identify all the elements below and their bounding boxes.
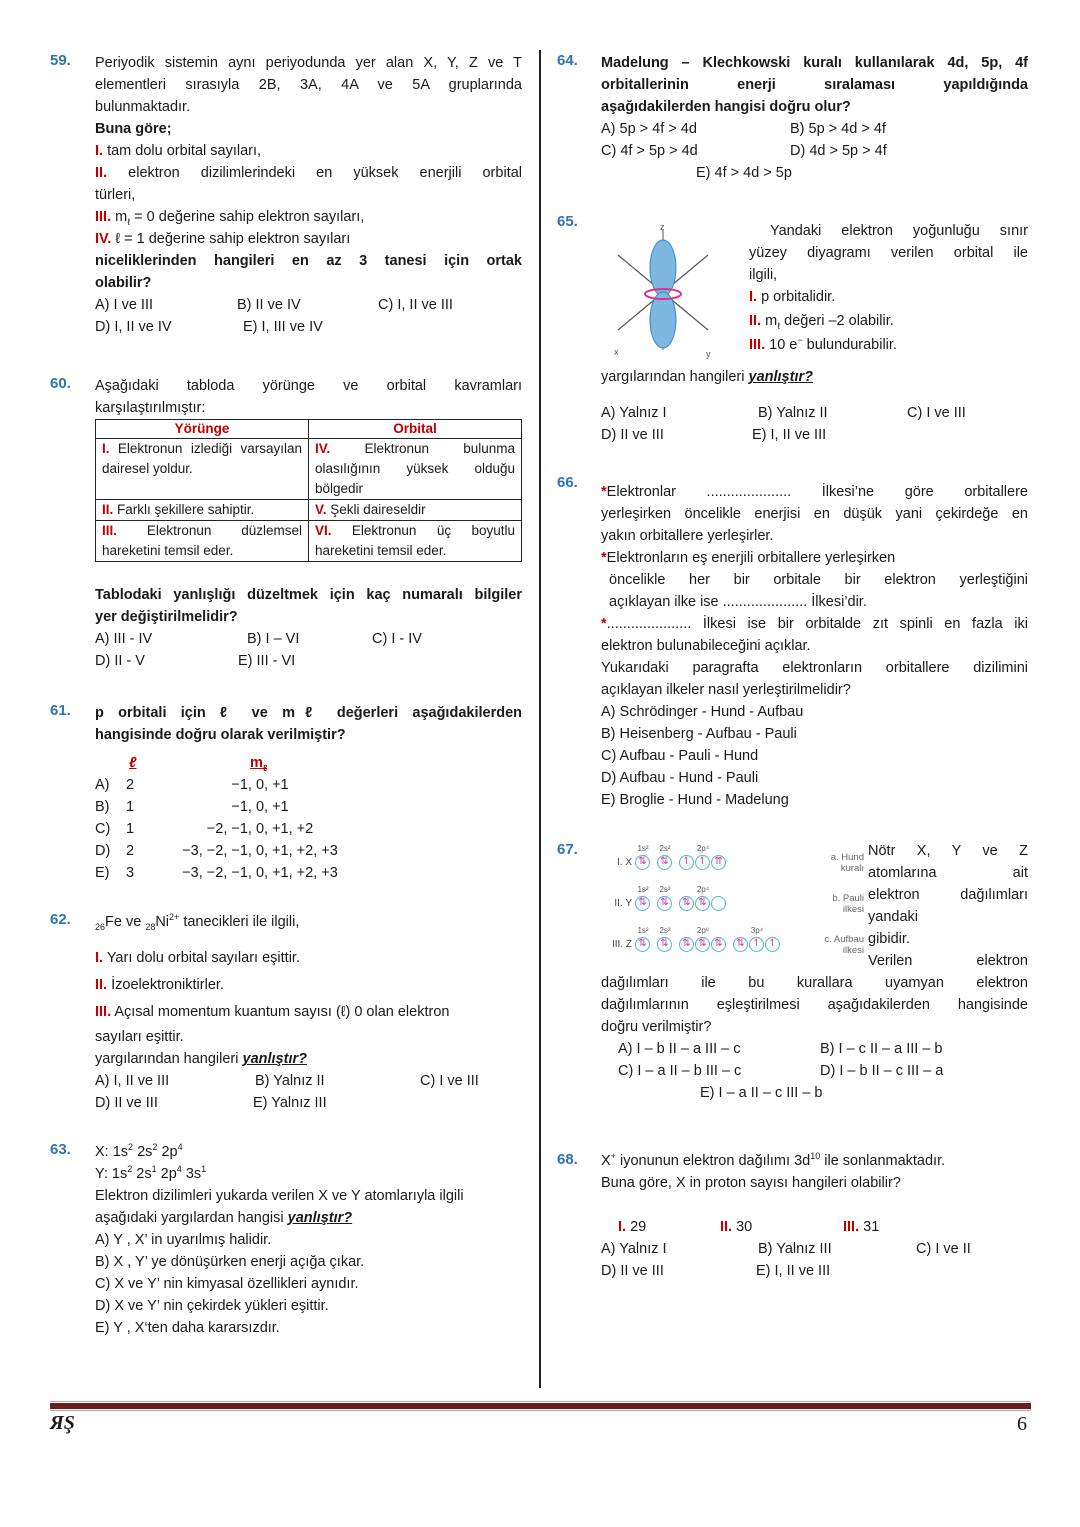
- question-text: ilgili,: [749, 267, 778, 283]
- paragraph-line: öncelikle her bir orbitale bir elektron yerleştiğini: [609, 572, 1028, 588]
- subshell-label: 1s²: [637, 926, 649, 935]
- option-key: B): [95, 799, 110, 815]
- p-orbital-diagram: [608, 220, 723, 360]
- option-e[interactable]: E) I, II ve III: [756, 1263, 831, 1279]
- subshell-label: 2p⁶: [696, 926, 710, 935]
- question-text: X+ iyonunun elektron dağılımı $3d^{10}$ ile sonlanmaktadır.: [601, 1151, 946, 1169]
- y-label: y: [706, 349, 711, 359]
- question-stem: yargılarından hangileri yanlıştır?: [95, 1051, 307, 1067]
- question-67-side: [868, 840, 1028, 972]
- table-header: Yörünge: [96, 420, 309, 439]
- subshell: [679, 885, 727, 911]
- option-e[interactable]: E) Y , X‘ten daha kararsızdır.: [95, 1320, 280, 1336]
- config-y: Y: $1s^2$ $2s^1$ $2p^4$ $3s^1$: [95, 1164, 207, 1182]
- subshell-label: 2s²: [659, 885, 671, 894]
- option-a[interactable]: A) III - IV: [95, 631, 153, 647]
- table-row: III. Elektronun düzlemsel hareketini temsil eder. VI. Elektronun üç boyutlu hareketini temsil eder.: [96, 521, 522, 562]
- subshell: [635, 844, 651, 870]
- option-a[interactable]: A) I ve III: [95, 297, 154, 313]
- question-number: 66.: [557, 474, 578, 491]
- option-b[interactable]: B) X , Y’ ye dönüşürken enerji açığa çıkar.: [95, 1254, 365, 1270]
- option-a[interactable]: [95, 774, 522, 796]
- orbital-circle: ⇅: [635, 855, 650, 870]
- statement-3: III. $m_\ell = 0$ değerine sahip elektron sayıları,: [95, 209, 365, 227]
- option-a[interactable]: A) Yalnız I: [601, 1241, 667, 1257]
- paragraph-line: *Elektronlar ..................... İlkesi’ne göre orbitallere: [601, 484, 1028, 500]
- option-c[interactable]: C) Aufbau - Pauli - Hund: [601, 748, 759, 764]
- option-d[interactable]: D) I – b II – c III – a: [820, 1063, 944, 1079]
- question-59: [95, 52, 522, 338]
- subshell: [635, 926, 651, 952]
- subshell: [657, 844, 673, 870]
- atom-label: I. X: [616, 857, 632, 869]
- atom-label: II. Y: [614, 898, 632, 910]
- option-a[interactable]: A) I – b II – a III – c: [618, 1041, 741, 1057]
- statement-3-cont: sayıları eşittir.: [95, 1029, 184, 1045]
- statement-2: II. İzoelektroniktirler.: [95, 977, 224, 993]
- orbital-circle: ⇅: [657, 855, 672, 870]
- question-text: karşılaştırılmıştır:: [95, 400, 206, 416]
- question-number: 60.: [50, 375, 71, 392]
- question-text: elementleri sırasıyla 2B, 3A, 4A ve 5A gruplarında: [95, 77, 522, 93]
- question-66: [601, 481, 1028, 811]
- table-row: II. Farklı şekillere sahiptir. V. Şekli daireseldir: [96, 500, 522, 521]
- question-number: 67.: [557, 841, 578, 858]
- statement-3: III. 10 e− bulundurabilir.: [749, 335, 897, 353]
- option-d[interactable]: D) Aufbau - Hund - Pauli: [601, 770, 759, 786]
- statement-2: II. $m_\ell$ değeri –2 olabilir.: [749, 313, 894, 331]
- option-b[interactable]: B) II ve IV: [237, 297, 301, 313]
- ml-header: $m_\ell$: [250, 755, 268, 773]
- question-text: bulunmaktadır.: [95, 99, 191, 115]
- publisher-logo: ЯŞ: [50, 1412, 75, 1434]
- option-key: C): [95, 821, 111, 837]
- option-d[interactable]: [95, 840, 522, 862]
- paragraph-line: elektron bulunabileceğini açıklar.: [601, 638, 811, 654]
- orbital-circle: ⇅: [695, 937, 710, 952]
- orbital-circle: ↿: [695, 855, 710, 870]
- statement-2: II. elektron dizilimlerindeki en yüksek enerjili orbital: [95, 165, 522, 181]
- option-c[interactable]: [95, 818, 522, 840]
- option-d[interactable]: D) II ve III: [601, 1263, 664, 1279]
- option-c[interactable]: C) I ve III: [420, 1073, 479, 1089]
- electron-configuration-diagram: [610, 842, 868, 965]
- upper-lobe: [650, 240, 676, 296]
- option-c[interactable]: C) I - IV: [372, 631, 422, 647]
- orbital-circle: ↿: [765, 937, 780, 952]
- option-d[interactable]: D) II ve III: [601, 427, 664, 443]
- statement-2-cont: türleri,: [95, 187, 136, 203]
- option-e[interactable]: E) Broglie - Hund - Madelung: [601, 792, 789, 808]
- option-e[interactable]: E) I, II ve III: [752, 427, 827, 443]
- question-stem: orbitallerinin enerji sıralaması yapıldığında: [601, 77, 1028, 93]
- question-text: $_{26}$Fe ve $_{28}Ni^{2+}$ tanecikleri ile ilgili,: [95, 912, 300, 932]
- paragraph-line: yakın orbitallere yerleşirler.: [601, 528, 774, 544]
- rule-label: a. Hund kuralı: [830, 852, 864, 874]
- option-c[interactable]: C) X ve Y’ nin kimyasal özellikleri aynıdır.: [95, 1276, 359, 1292]
- comparison-table: [95, 419, 522, 562]
- question-number: 62.: [50, 911, 71, 928]
- option-c[interactable]: C) 4f > 5p > 4d: [601, 143, 698, 159]
- option-d[interactable]: D) II - V: [95, 653, 145, 669]
- config-row: [610, 842, 868, 883]
- option-d[interactable]: D) II ve III: [95, 1095, 158, 1111]
- option-b[interactable]: B) 5p > 4d > 4f: [790, 121, 886, 137]
- question-text: gibidir.: [868, 931, 910, 947]
- question-text: yüzey diyagramı verilen orbital ile: [749, 245, 1028, 261]
- l-value: 2: [126, 777, 135, 793]
- question-stem: aşağıdakilerden hangisi doğru olur?: [601, 99, 851, 115]
- question-64: [601, 52, 1028, 184]
- l-value: 3: [126, 865, 135, 881]
- orbital-circle: ⇅: [711, 937, 726, 952]
- orbital-circle: ⇅: [657, 896, 672, 911]
- orbital-circle: ⇅: [733, 937, 748, 952]
- question-text: Buna göre;: [95, 121, 172, 137]
- paragraph-line: açıklayan ilke ise ..................... İlkesi’dir.: [609, 594, 867, 610]
- subshell: [679, 926, 727, 952]
- question-stem: yargılarından hangileri yanlıştır?: [601, 369, 813, 385]
- option-key: E): [95, 865, 110, 881]
- subshell: [679, 844, 727, 870]
- subshell: [657, 885, 673, 911]
- question-text: Nötr X, Y ve Z: [868, 843, 1028, 859]
- x-label: x: [614, 347, 619, 357]
- option-a[interactable]: A) Y , X’ in uyarılmış halidir.: [95, 1232, 272, 1248]
- option-e[interactable]: E) I – a II – c III – b: [700, 1085, 823, 1101]
- question-stem: aşağıdaki yargılardan hangisi yanlıştır?: [95, 1210, 353, 1226]
- orbital-circle: ⇈: [711, 855, 726, 870]
- statement-3: III. Açısal momentum kuantum sayısı (ℓ) 0 olan elektron: [95, 1004, 450, 1020]
- option-c[interactable]: C) I ve III: [907, 405, 966, 421]
- question-stem: olabilir?: [95, 275, 152, 291]
- orbital-circle: ⇅: [679, 937, 694, 952]
- option-a[interactable]: A) I, II ve III: [95, 1073, 170, 1089]
- question-stem: hangisinde doğru olarak verilmiştir?: [95, 727, 346, 743]
- question-stem: açıklayan ilkeler nasıl yerleştirilmelidir?: [601, 682, 851, 698]
- question-number: 64.: [557, 52, 578, 69]
- config-x: X: $1s^2$ $2s^2$ $2p^4$: [95, 1142, 183, 1160]
- option-key: D): [95, 843, 111, 859]
- config-row: [610, 924, 868, 965]
- lower-lobe: [650, 292, 676, 348]
- option-b[interactable]: B) I – c II – a III – b: [820, 1041, 943, 1057]
- question-number: 65.: [557, 213, 578, 230]
- question-68: [601, 1150, 1028, 1282]
- question-text: Elektron dizilimleri yukarda verilen X ve Y atomlarıyla ilgili: [95, 1188, 464, 1204]
- option-b[interactable]: B) Yalnız II: [758, 405, 828, 421]
- question-62: [95, 911, 522, 1114]
- question-stem: yer değiştirilmelidir?: [95, 609, 238, 625]
- statement-1: I. tam dolu orbital sayıları,: [95, 143, 262, 159]
- orbital-circle: ↿: [679, 855, 694, 870]
- orbital-circle: ⇅: [679, 896, 694, 911]
- question-stem: Tablodaki yanlışlığı düzeltmek için kaç numaralı bilgiler: [95, 587, 522, 603]
- statement-1: I. Yarı dolu orbital sayıları eşittir.: [95, 950, 300, 966]
- question-number: 59.: [50, 52, 71, 69]
- question-63: [95, 1141, 522, 1339]
- table-row: I. Elektronun izlediği varsayılan dairesel yoldur. IV. Elektronun bulunma olasılığının yüksek olduğu bölgedir: [96, 439, 522, 500]
- orbital-circle: ⇅: [657, 937, 672, 952]
- question-stem: Yukarıdaki paragrafta elektronların orbitallere dizilimini: [601, 660, 1028, 676]
- question-stem: p orbitali için ℓ ve mℓ değerleri aşağıdakilerden: [95, 705, 522, 721]
- question-text: yandaki: [868, 909, 918, 925]
- subshell-label: 2s²: [659, 844, 671, 853]
- question-text: Periyodik sistemin aynı periyodunda yer alan X, Y, Z ve T: [95, 55, 522, 71]
- subshell-label: 1s²: [637, 885, 649, 894]
- orbital-circle: ⇅: [635, 896, 650, 911]
- question-number: 61.: [50, 702, 71, 719]
- option-b[interactable]: B) Yalnız III: [758, 1241, 832, 1257]
- question-text: atomlarına ait: [868, 865, 1028, 881]
- question-61: [95, 702, 522, 884]
- question-60: [95, 375, 522, 672]
- option-e[interactable]: [95, 862, 522, 884]
- option-e[interactable]: E) I, III ve IV: [243, 319, 323, 335]
- option-c[interactable]: C) I ve II: [916, 1241, 971, 1257]
- statement-1: I. 29: [618, 1219, 647, 1235]
- ml-values: −3, −2, −1, 0, +1, +2, +3: [182, 843, 338, 859]
- question-65-text: [749, 220, 1028, 356]
- config-row: [610, 883, 868, 924]
- subshell-label: 2s²: [659, 926, 671, 935]
- option-d[interactable]: D) I, II ve IV: [95, 319, 172, 335]
- footer-rule: [50, 1401, 1031, 1411]
- option-e[interactable]: E) 4f > 4d > 5p: [696, 165, 792, 181]
- question-text: dağılımları ile bu kurallara uyamyan elektron: [601, 975, 1028, 991]
- l-value: 2: [126, 843, 135, 859]
- option-c[interactable]: C) I, II ve III: [378, 297, 453, 313]
- paragraph-line: *..................... İlkesi ise bir orbitalde zıt spinli en fazla iki: [601, 616, 1028, 632]
- orbital-circle: ↿: [749, 937, 764, 952]
- question-number: 63.: [50, 1141, 71, 1158]
- statement-3: III. 31: [843, 1219, 880, 1235]
- subshell-label: 2p⁴: [696, 844, 710, 853]
- option-c[interactable]: C) I – a II – b III – c: [618, 1063, 742, 1079]
- option-e[interactable]: E) III - VI: [238, 653, 296, 669]
- question-text: Verilen elektron: [868, 953, 1028, 969]
- option-a[interactable]: A) Yalnız I: [601, 405, 667, 421]
- question-text: Yandaki elektron yoğunluğu sınır: [770, 223, 1028, 239]
- subshell: [635, 885, 651, 911]
- statement-4: IV. ℓ = 1 değerine sahip elektron sayıları: [95, 231, 351, 247]
- ml-values: −2, −1, 0, +1, +2: [206, 821, 314, 837]
- orbital-circle: ⇅: [635, 937, 650, 952]
- question-stem: Madelung – Klechkowski kuralı kullanılarak 4d, 5p, 4f: [601, 55, 1028, 71]
- option-e[interactable]: E) Yalnız III: [253, 1095, 327, 1111]
- ml-values: −1, 0, +1: [231, 799, 289, 815]
- orbital-circle: ⇅: [695, 896, 710, 911]
- question-text: Buna göre, X in proton sayısı hangileri olabilir?: [601, 1175, 901, 1191]
- page-number: 6: [1017, 1413, 1027, 1435]
- question-stem: niceliklerinden hangileri en az 3 tanesi için ortak: [95, 253, 522, 269]
- statement-2: II. 30: [720, 1219, 753, 1235]
- option-b[interactable]: B) Yalnız II: [255, 1073, 325, 1089]
- subshell: [657, 926, 673, 952]
- l-value: 1: [126, 799, 135, 815]
- table-header: Orbital: [309, 420, 522, 439]
- subshell-label: 3p⁴: [750, 926, 764, 935]
- question-number: 68.: [557, 1151, 578, 1168]
- question-stem: dağılımlarının eşleştirilmesi aşağıdakilerden hangisinde: [601, 997, 1028, 1013]
- option-d[interactable]: D) X ve Y’ nin çekirdek yükleri eşittir.: [95, 1298, 329, 1314]
- option-b[interactable]: B) I – VI: [247, 631, 300, 647]
- ml-values: −3, −2, −1, 0, +1, +2, +3: [182, 865, 338, 881]
- option-a[interactable]: A) Schrödinger - Hund - Aufbau: [601, 704, 804, 720]
- subshell: [733, 926, 781, 952]
- subshell-label: 2p⁴: [696, 885, 710, 894]
- statement-1: I. p orbitalidir.: [749, 289, 836, 305]
- z-label: z: [660, 222, 665, 232]
- paragraph-line: *Elektronların eş enerjili orbitallere yerleşirken: [601, 550, 896, 566]
- subshell-label: 1s²: [637, 844, 649, 853]
- question-67: [601, 972, 1028, 1104]
- option-b[interactable]: B) Heisenberg - Aufbau - Pauli: [601, 726, 797, 742]
- paragraph-line: yerleşirken öncelikle enerjisi en düşük yani çekirdeğe en: [601, 506, 1028, 522]
- question-stem: doğru verilmiştir?: [601, 1019, 712, 1035]
- atom-label: III. Z: [612, 939, 632, 951]
- option-key: A): [95, 777, 110, 793]
- l-header: ℓ: [129, 755, 137, 771]
- rule-label: b. Pauli ilkesi: [832, 893, 864, 915]
- rule-label: c. Aufbau ilkesi: [824, 934, 864, 956]
- question-text: Aşağıdaki tabloda yörünge ve orbital kavramları: [95, 378, 522, 394]
- question-text: elektron dağılımları: [868, 887, 1028, 903]
- l-value: 1: [126, 821, 135, 837]
- ml-values: −1, 0, +1: [231, 777, 289, 793]
- question-65-options: [601, 366, 1028, 446]
- option-b[interactable]: [95, 796, 522, 818]
- option-a[interactable]: A) 5p > 4f > 4d: [601, 121, 697, 137]
- option-d[interactable]: D) 4d > 5p > 4f: [790, 143, 887, 159]
- column-divider: [539, 50, 541, 1388]
- orbital-circle: [711, 896, 726, 911]
